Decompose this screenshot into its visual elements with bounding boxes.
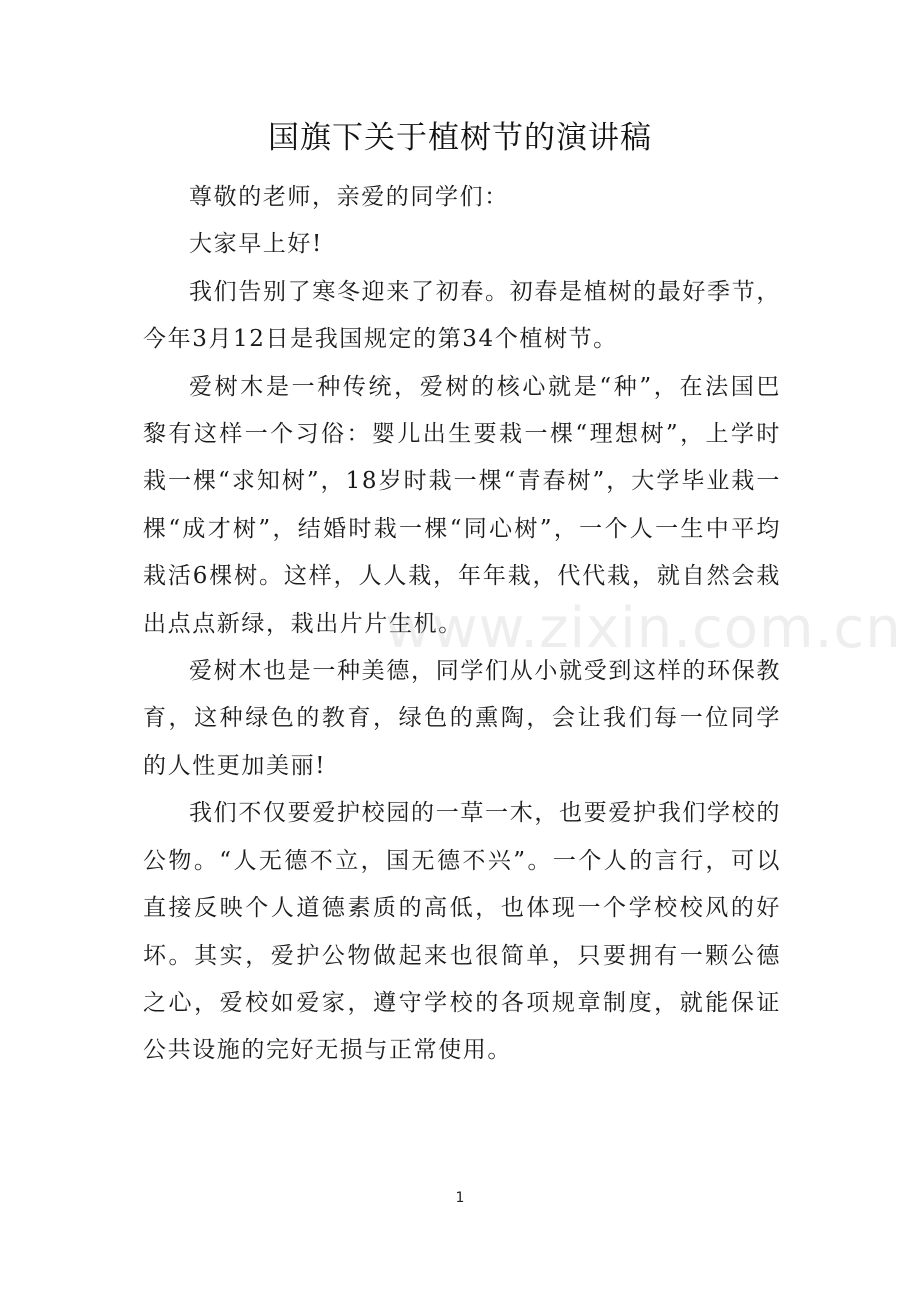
paragraph-public-property: 我们不仅要爱护校园的一草一木，也要爱护我们学校的公物。“人无德不立，国无德不兴”。一个人的言行，可以直接反映个人道德素质的高低，也体现一个学校校风的好坏。其实，爱护公物做起来也很简单，只要拥有一颗公德之心，爱校如爱家，遵守学校的各项规章制度，就能保证公共设施的完好无损与正常使用。 [143, 800, 781, 1064]
document-body [143, 174, 781, 1075]
paragraph-greeting: 尊敬的老师，亲爱的同学们： [189, 184, 509, 210]
paragraph-spring: 我们告别了寒冬迎来了初春。初春是植树的最好季节，今年3月12日是我国规定的第34个植树节。 [143, 278, 781, 353]
paragraph-virtue: 爱树木也是一种美德，同学们从小就受到这样的环保教育，这种绿色的教育，绿色的熏陶，会让我们每一位同学的人性更加美丽! [143, 658, 781, 779]
paragraph-tradition: 爱树木是一种传统，爱树的核心就是“种”，在法国巴黎有这样一个习俗：婴儿出生要栽一棵“理想树”，上学时栽一棵“求知树”，18岁时栽一棵“青春树”，大学毕业栽一棵“成才树”，结婚时栽一棵“同心树”，一个人一生中平均栽活6棵树。这样，人人栽，年年栽，代代栽，就自然会栽出点点新绿，栽出片片生机。 [143, 373, 781, 637]
watermark: www.zixin.com.cn [385, 596, 902, 661]
paragraph-morning: 大家早上好! [189, 231, 323, 258]
page-number: 1 [455, 1190, 465, 1206]
page-title: 国旗下关于植树节的演讲稿 [268, 120, 652, 156]
